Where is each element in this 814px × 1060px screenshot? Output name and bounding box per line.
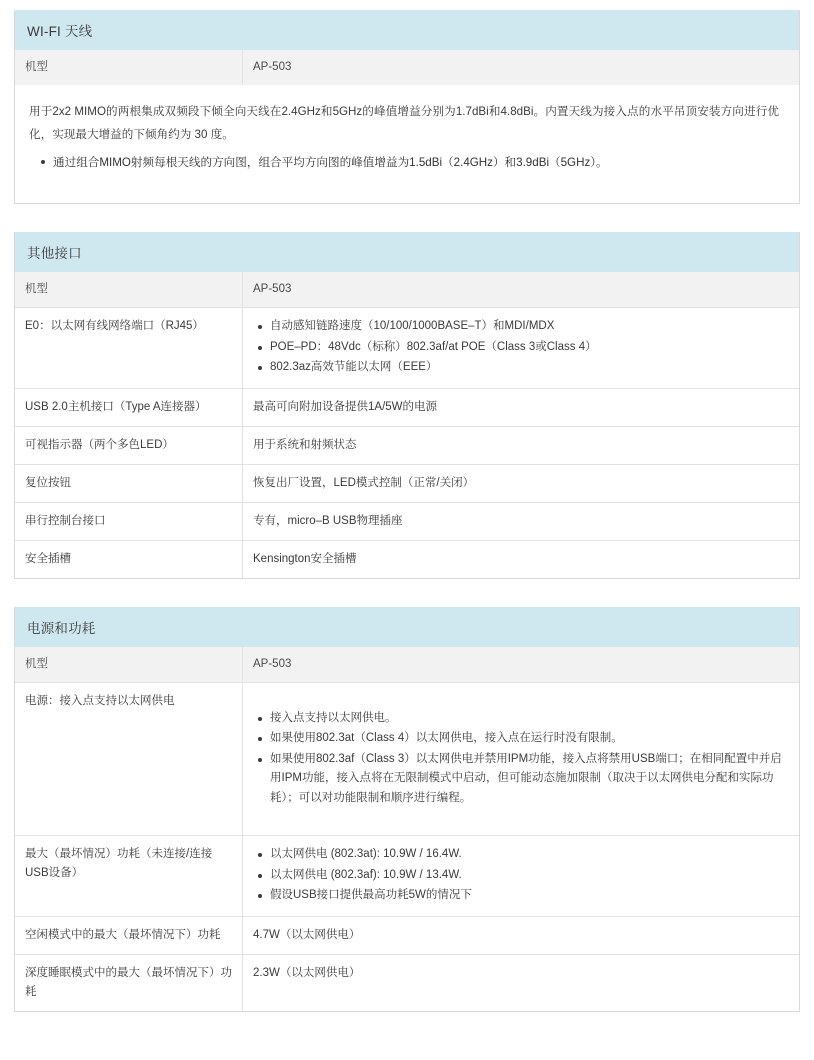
table-row: [15, 464, 799, 502]
row-label-indicators: 可视指示器（两个多色LED）: [15, 426, 243, 464]
wifi-antenna-description: [15, 85, 799, 203]
wifi-antenna-paragraph: 用于2x2 MIMO的两根集成双频段下倾全向天线在2.4GHz和5GHz的峰值增益分别为1.7dBi和4.8dBi。内置天线为接入点的水平吊顶安装方向进行优化，实现最大增益的下倾角约为 30 度。: [29, 104, 779, 141]
power-consumption-table: [15, 647, 799, 1011]
row-label-deep-sleep-power: 深度睡眠模式中的最大（最坏情况下）功耗: [15, 954, 243, 1010]
model-value: AP-503: [243, 647, 800, 682]
table-row: [15, 426, 799, 464]
row-value-security-slot: Kensington安全插槽: [243, 540, 800, 577]
other-interfaces-table: [15, 272, 799, 577]
row-value-max-power: [243, 836, 800, 917]
list-item: 接入点支持以太网供电。: [270, 709, 789, 729]
table-row: [15, 502, 799, 540]
table-row: [15, 647, 799, 682]
row-value-ethernet-port: [243, 308, 800, 389]
power-source-bullets: [253, 709, 789, 809]
table-row: [15, 308, 799, 389]
table-row: [15, 388, 799, 426]
section-wifi-antenna: [14, 10, 800, 204]
row-label-idle-power: 空闲模式中的最大（最坏情况下）功耗: [15, 916, 243, 954]
section-title-other-interfaces: 其他接口: [15, 232, 799, 272]
wifi-antenna-bullets: [29, 152, 785, 174]
model-value: AP-503: [243, 272, 800, 307]
list-item: 如果使用802.3at（Class 4）以太网供电，接入点在运行时没有限制。: [270, 729, 789, 749]
list-item: 以太网供电 (802.3af): 10.9W / 13.4W.: [270, 866, 789, 886]
row-value-usb-host: 最高可向附加设备提供1A/5W的电源: [243, 388, 800, 426]
table-row: [15, 50, 799, 85]
row-value-indicators: 用于系统和射频状态: [243, 426, 800, 464]
list-item: 假设USB接口提供最高功耗5W的情况下: [270, 886, 789, 906]
table-row: [15, 916, 799, 954]
row-label-power-source: 电源：接入点支持以太网供电: [15, 682, 243, 836]
model-label: 机型: [15, 647, 243, 682]
section-title-wifi-antenna: WI-FI 天线: [15, 10, 799, 50]
table-row: [15, 272, 799, 307]
model-label: 机型: [15, 272, 243, 307]
table-row: [15, 954, 799, 1010]
list-item: 802.3az高效节能以太网（EEE）: [270, 358, 789, 378]
row-value-reset-button: 恢复出厂设置，LED模式控制（正常/关闭）: [243, 464, 800, 502]
row-label-console-port: 串行控制台接口: [15, 502, 243, 540]
row-value-console-port: 专有，micro–B USB物理插座: [243, 502, 800, 540]
row-label-max-power: 最大（最坏情况）功耗（未连接/连接USB设备）: [15, 836, 243, 917]
row-label-usb-host: USB 2.0主机接口（Type A连接器）: [15, 388, 243, 426]
section-other-interfaces: [14, 232, 800, 578]
list-item: 通过组合MIMO射频每根天线的方向图，组合平均方向图的峰值增益为1.5dBi（2.4GHz）和3.9dBi（5GHz）。: [53, 152, 785, 174]
model-label: 机型: [15, 50, 243, 85]
list-item: 如果使用802.3af（Class 3）以太网供电并禁用IPM功能，接入点将禁用USB端口；在相同配置中并启用IPM功能，接入点将在无限制模式中启动，但可能动态施加限制（取决于以太网供电分配和实际功耗）；可以对功能限制和顺序进行编程。: [270, 750, 789, 809]
list-item: 自动感知链路速度（10/100/1000BASE–T）和MDI/MDX: [270, 317, 789, 337]
row-value-power-source: [243, 682, 800, 836]
row-label-reset-button: 复位按钮: [15, 464, 243, 502]
row-value-deep-sleep-power: 2.3W（以太网供电）: [243, 954, 800, 1010]
table-row: [15, 836, 799, 917]
max-power-bullets: [253, 845, 789, 906]
row-label-ethernet-port: E0：以太网有线网络端口（RJ45）: [15, 308, 243, 389]
table-row: [15, 682, 799, 836]
section-power-consumption: [14, 607, 800, 1012]
wifi-antenna-table: [15, 50, 799, 85]
model-value: AP-503: [243, 50, 800, 85]
table-row: [15, 540, 799, 577]
list-item: POE–PD：48Vdc（标称）802.3af/at POE（Class 3或Class 4）: [270, 338, 789, 358]
row-value-idle-power: 4.7W（以太网供电）: [243, 916, 800, 954]
section-title-power-consumption: 电源和功耗: [15, 607, 799, 647]
row-label-security-slot: 安全插槽: [15, 540, 243, 577]
ethernet-port-bullets: [253, 317, 789, 378]
list-item: 以太网供电 (802.3at): 10.9W / 16.4W.: [270, 845, 789, 865]
